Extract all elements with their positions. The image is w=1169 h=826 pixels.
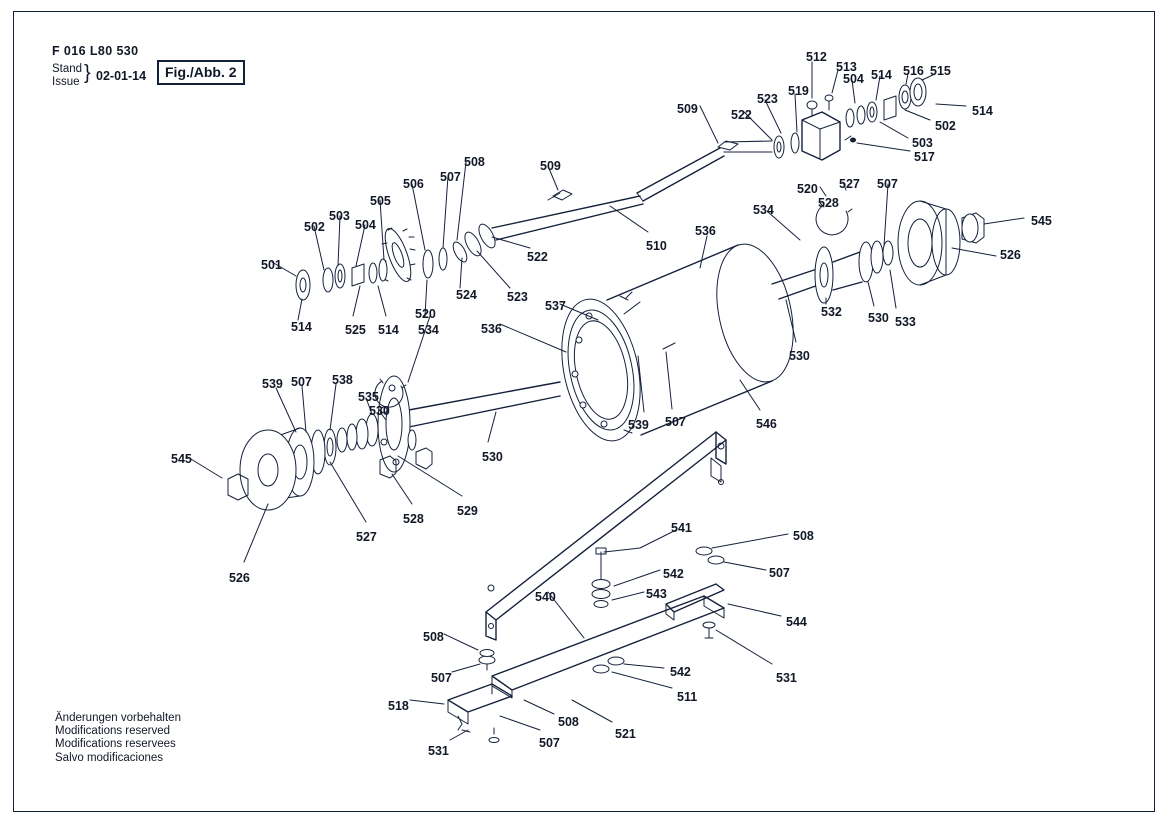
callout-544: 544 bbox=[786, 615, 807, 629]
callout-514: 514 bbox=[871, 68, 892, 82]
callout-506: 506 bbox=[403, 177, 424, 191]
callout-510: 510 bbox=[646, 239, 667, 253]
callout-509: 509 bbox=[540, 159, 561, 173]
callout-507: 507 bbox=[291, 375, 312, 389]
callout-528: 528 bbox=[403, 512, 424, 526]
callout-514: 514 bbox=[378, 323, 399, 337]
footer-line-de: Änderungen vorbehalten bbox=[55, 712, 181, 724]
callout-526: 526 bbox=[229, 571, 250, 585]
figure-badge: Fig./Abb. 2 bbox=[157, 60, 245, 85]
callout-529: 529 bbox=[457, 504, 478, 518]
callout-522: 522 bbox=[527, 250, 548, 264]
callout-542: 542 bbox=[670, 665, 691, 679]
callout-539: 539 bbox=[262, 377, 283, 391]
callout-520: 520 bbox=[797, 182, 818, 196]
brace-glyph: } bbox=[84, 62, 91, 84]
revision-date: 02-01-14 bbox=[96, 69, 147, 83]
callout-511: 511 bbox=[677, 690, 698, 704]
callout-508: 508 bbox=[423, 630, 444, 644]
callout-518: 518 bbox=[388, 699, 409, 713]
callout-523: 523 bbox=[507, 290, 528, 304]
callout-512: 512 bbox=[806, 50, 827, 64]
callout-528: 528 bbox=[818, 196, 839, 210]
callout-534: 534 bbox=[753, 203, 774, 217]
footer-line-es: Salvo modificaciones bbox=[55, 751, 164, 764]
footer-line-fr: Modifications reservees bbox=[55, 738, 176, 751]
callout-542: 542 bbox=[663, 567, 684, 581]
callout-546: 546 bbox=[756, 417, 777, 431]
stand-label: Stand bbox=[52, 63, 83, 75]
callout-522: 522 bbox=[731, 108, 752, 122]
callout-527: 527 bbox=[839, 177, 860, 191]
issue-label: Issue bbox=[52, 76, 80, 88]
callout-545: 545 bbox=[171, 452, 192, 466]
callout-507: 507 bbox=[539, 736, 560, 750]
callout-502: 502 bbox=[304, 220, 325, 234]
callout-526: 526 bbox=[1000, 248, 1021, 262]
callout-507: 507 bbox=[769, 566, 790, 580]
callout-532: 532 bbox=[821, 305, 842, 319]
callout-545: 545 bbox=[1031, 214, 1052, 228]
callout-507: 507 bbox=[877, 177, 898, 191]
callout-536: 536 bbox=[695, 224, 716, 238]
callout-537: 537 bbox=[545, 299, 566, 313]
callout-508: 508 bbox=[558, 715, 579, 729]
callout-508: 508 bbox=[464, 155, 485, 169]
callout-530: 530 bbox=[482, 450, 503, 464]
callout-533: 533 bbox=[895, 315, 916, 329]
callout-519: 519 bbox=[788, 84, 809, 98]
callout-514: 514 bbox=[972, 104, 993, 118]
callout-513: 513 bbox=[836, 60, 857, 74]
callout-516: 516 bbox=[903, 64, 924, 78]
callout-525: 525 bbox=[345, 323, 366, 337]
callout-541: 541 bbox=[671, 521, 692, 535]
part-number: F 016 L80 530 bbox=[52, 44, 139, 58]
callout-521: 521 bbox=[615, 727, 636, 741]
callout-536: 536 bbox=[481, 322, 502, 336]
callout-531: 531 bbox=[428, 744, 449, 758]
callout-523: 523 bbox=[757, 92, 778, 106]
callout-504: 504 bbox=[355, 218, 376, 232]
callout-501: 501 bbox=[261, 258, 282, 272]
callout-539: 539 bbox=[628, 418, 649, 432]
callout-514: 514 bbox=[291, 320, 312, 334]
footer-line-en: Modifications reserved bbox=[55, 725, 171, 738]
callout-507: 507 bbox=[665, 415, 686, 429]
callout-520: 520 bbox=[415, 307, 436, 321]
callout-504: 504 bbox=[843, 72, 864, 86]
callout-543: 543 bbox=[646, 587, 667, 601]
callout-502: 502 bbox=[935, 119, 956, 133]
callout-509: 509 bbox=[677, 102, 698, 116]
callout-507: 507 bbox=[431, 671, 452, 685]
callout-530: 530 bbox=[868, 311, 889, 325]
callout-503: 503 bbox=[912, 136, 933, 150]
callout-534: 534 bbox=[418, 323, 439, 337]
callout-530: 530 bbox=[789, 349, 810, 363]
callout-538: 538 bbox=[332, 373, 353, 387]
callout-517: 517 bbox=[914, 150, 935, 164]
callout-505: 505 bbox=[370, 194, 391, 208]
callout-531: 531 bbox=[776, 671, 797, 685]
callout-527: 527 bbox=[356, 530, 377, 544]
callout-524: 524 bbox=[456, 288, 477, 302]
callout-530: 530 bbox=[369, 404, 390, 418]
callout-535: 535 bbox=[358, 390, 379, 404]
callout-540: 540 bbox=[535, 590, 556, 604]
callout-508: 508 bbox=[793, 529, 814, 543]
callout-503: 503 bbox=[329, 209, 350, 223]
callout-515: 515 bbox=[930, 64, 951, 78]
callout-507: 507 bbox=[440, 170, 461, 184]
